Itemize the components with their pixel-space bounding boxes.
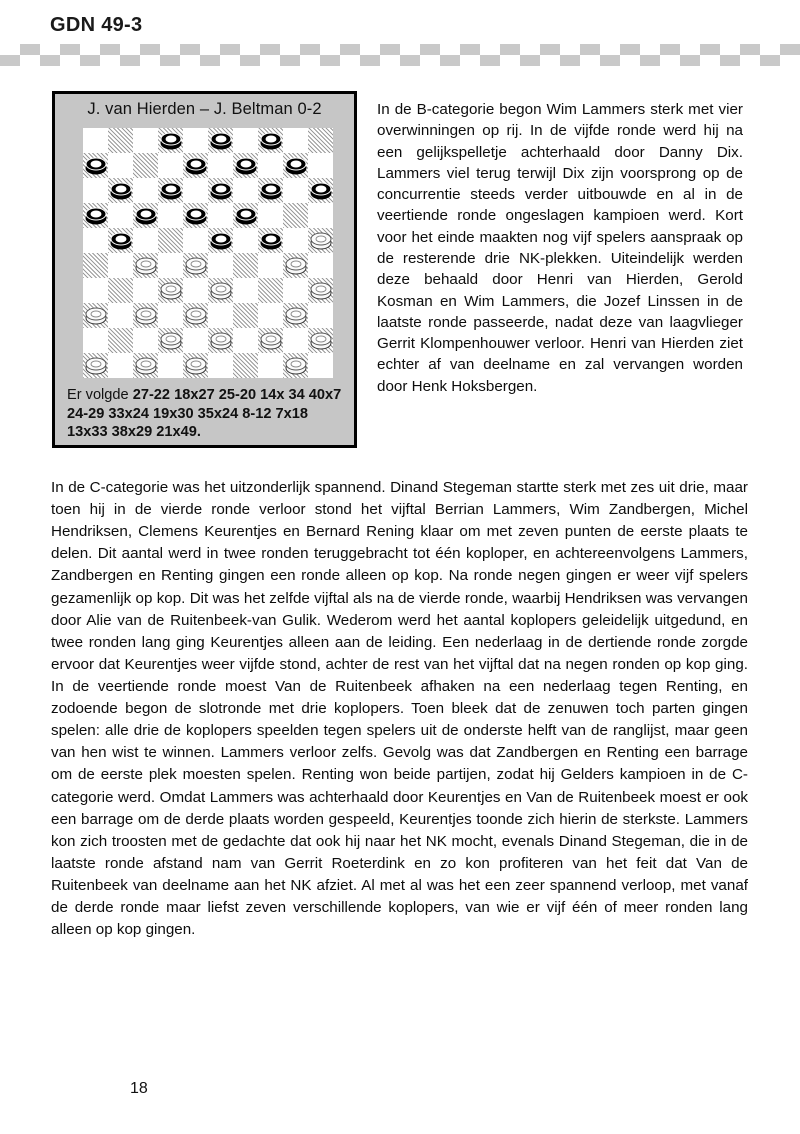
- checker-cell: [720, 44, 740, 55]
- piece-inner: [290, 260, 301, 267]
- board-square-light: [283, 178, 308, 203]
- board-square-light: [283, 278, 308, 303]
- board-square-dark: [133, 203, 158, 228]
- piece-inner: [90, 160, 101, 167]
- piece-inner: [240, 160, 251, 167]
- black-piece: [310, 182, 331, 199]
- piece-inner: [115, 235, 126, 242]
- piece-inner: [315, 285, 326, 292]
- checker-cell: [560, 55, 580, 66]
- board-square-dark: [208, 178, 233, 203]
- checker-cell: [780, 55, 800, 66]
- piece-inner: [190, 260, 201, 267]
- board-square-light: [258, 153, 283, 178]
- white-piece: [85, 307, 106, 324]
- checker-cell: [420, 55, 440, 66]
- checker-cell: [100, 44, 120, 55]
- board-square-light: [83, 178, 108, 203]
- checker-cell: [140, 55, 160, 66]
- white-piece: [160, 332, 181, 349]
- board-square-dark: [158, 128, 183, 153]
- board-square-dark: [108, 178, 133, 203]
- black-piece: [110, 232, 131, 249]
- checker-cell: [560, 44, 580, 55]
- piece-inner: [190, 310, 201, 317]
- checker-cell: [660, 44, 680, 55]
- checker-cell: [660, 55, 680, 66]
- checkerboard-rule-icon: [0, 44, 800, 66]
- board-square-light: [158, 303, 183, 328]
- checker-cell: [600, 55, 620, 66]
- board-square-light: [158, 153, 183, 178]
- board-square-dark: [258, 128, 283, 153]
- white-piece: [185, 307, 206, 324]
- board-square-light: [83, 278, 108, 303]
- board-square-light: [283, 228, 308, 253]
- white-piece: [135, 357, 156, 374]
- black-piece: [85, 207, 106, 224]
- board-square-dark: [108, 328, 133, 353]
- white-piece: [185, 257, 206, 274]
- white-piece: [185, 357, 206, 374]
- white-piece: [85, 357, 106, 374]
- board-square-light: [133, 278, 158, 303]
- checker-cell: [360, 44, 380, 55]
- board-square-dark: [308, 278, 333, 303]
- checker-cell: [220, 55, 240, 66]
- board-square-dark: [183, 303, 208, 328]
- checker-cell: [500, 55, 520, 66]
- checker-cell: [340, 55, 360, 66]
- board-square-dark: [83, 303, 108, 328]
- board-square-light: [233, 228, 258, 253]
- caption-lead: Er volgde: [67, 387, 133, 403]
- board-square-dark: [258, 328, 283, 353]
- board-square-light: [108, 353, 133, 378]
- piece-inner: [215, 185, 226, 192]
- checker-cell: [580, 44, 600, 55]
- board-square-dark: [258, 228, 283, 253]
- checker-cell: [120, 55, 140, 66]
- diagram-title: J. van Hierden – J. Beltman 0-2: [87, 100, 322, 118]
- piece-inner: [315, 235, 326, 242]
- board-square-dark: [83, 253, 108, 278]
- checker-cell: [200, 44, 220, 55]
- checker-cell: [680, 44, 700, 55]
- piece-inner: [190, 210, 201, 217]
- black-piece: [235, 207, 256, 224]
- checker-cell: [700, 44, 720, 55]
- piece-inner: [90, 210, 101, 217]
- black-piece: [210, 232, 231, 249]
- checker-cell: [440, 55, 460, 66]
- board-square-light: [208, 203, 233, 228]
- checker-cell: [100, 55, 120, 66]
- checker-cell: [360, 55, 380, 66]
- piece-inner: [315, 335, 326, 342]
- board-square-dark: [183, 153, 208, 178]
- checker-cell: [300, 55, 320, 66]
- white-piece: [210, 282, 231, 299]
- black-piece: [260, 132, 281, 149]
- piece-inner: [190, 160, 201, 167]
- checker-cell: [0, 44, 20, 55]
- white-piece: [135, 307, 156, 324]
- board-square-light: [258, 203, 283, 228]
- checker-cell: [0, 55, 20, 66]
- board-square-dark: [133, 253, 158, 278]
- board-square-light: [233, 328, 258, 353]
- board-square-dark: [133, 303, 158, 328]
- board-square-dark: [83, 153, 108, 178]
- board-square-dark: [283, 203, 308, 228]
- piece-inner: [215, 285, 226, 292]
- white-piece: [285, 257, 306, 274]
- black-piece: [285, 157, 306, 174]
- black-piece: [210, 132, 231, 149]
- piece-inner: [265, 335, 276, 342]
- checker-cell: [520, 55, 540, 66]
- checker-cell: [60, 55, 80, 66]
- checker-cell: [260, 44, 280, 55]
- checker-cell: [260, 55, 280, 66]
- piece-inner: [190, 360, 201, 367]
- board-square-light: [183, 178, 208, 203]
- checker-cell: [500, 44, 520, 55]
- checker-cell: [600, 44, 620, 55]
- board-square-light: [108, 253, 133, 278]
- piece-inner: [215, 335, 226, 342]
- board-square-light: [183, 128, 208, 153]
- checker-cell: [480, 55, 500, 66]
- checker-cell: [280, 55, 300, 66]
- board-square-light: [283, 128, 308, 153]
- board-square-dark: [158, 178, 183, 203]
- checker-cell: [300, 44, 320, 55]
- black-piece: [185, 207, 206, 224]
- board-square-light: [183, 228, 208, 253]
- black-piece: [210, 182, 231, 199]
- board-square-light: [308, 203, 333, 228]
- board-square-dark: [258, 178, 283, 203]
- checker-cell: [400, 55, 420, 66]
- board-square-dark: [183, 253, 208, 278]
- checker-cell: [220, 44, 240, 55]
- white-piece: [210, 332, 231, 349]
- board-square-light: [133, 128, 158, 153]
- board-square-light: [83, 328, 108, 353]
- black-piece: [135, 207, 156, 224]
- piece-inner: [165, 185, 176, 192]
- checker-cell: [740, 44, 760, 55]
- checker-cell: [380, 44, 400, 55]
- board-square-dark: [308, 228, 333, 253]
- checker-cell: [160, 44, 180, 55]
- checker-cell: [540, 55, 560, 66]
- checker-cell: [380, 55, 400, 66]
- board-square-dark: [158, 228, 183, 253]
- board-square-light: [108, 303, 133, 328]
- checker-cell: [80, 44, 100, 55]
- black-piece: [260, 182, 281, 199]
- checker-cell: [400, 44, 420, 55]
- black-piece: [160, 182, 181, 199]
- white-piece: [135, 257, 156, 274]
- checker-cell: [160, 55, 180, 66]
- checker-cell: [700, 55, 720, 66]
- white-piece: [310, 332, 331, 349]
- piece-inner: [215, 135, 226, 142]
- checker-cell: [640, 55, 660, 66]
- board-square-light: [258, 303, 283, 328]
- checker-cell: [200, 55, 220, 66]
- checker-cell: [320, 55, 340, 66]
- board-square-dark: [283, 303, 308, 328]
- board-square-light: [133, 328, 158, 353]
- board-square-light: [233, 278, 258, 303]
- checker-cell: [760, 55, 780, 66]
- checker-cell: [140, 44, 160, 55]
- piece-inner: [290, 310, 301, 317]
- checker-cell: [40, 55, 60, 66]
- board-square-light: [208, 353, 233, 378]
- board-square-dark: [133, 353, 158, 378]
- page-number: 18: [130, 1080, 148, 1097]
- black-piece: [235, 157, 256, 174]
- board-square-dark: [233, 353, 258, 378]
- board-square-dark: [133, 153, 158, 178]
- checker-cell: [420, 44, 440, 55]
- board-square-light: [258, 353, 283, 378]
- piece-inner: [290, 160, 301, 167]
- piece-inner: [165, 335, 176, 342]
- board-square-dark: [108, 278, 133, 303]
- board-square-dark: [83, 353, 108, 378]
- board-square-dark: [283, 353, 308, 378]
- board-square-light: [233, 178, 258, 203]
- board-square-light: [308, 153, 333, 178]
- draughts-diagram-box: [52, 91, 357, 448]
- black-piece: [185, 157, 206, 174]
- white-piece: [310, 232, 331, 249]
- board-square-dark: [233, 203, 258, 228]
- black-piece: [260, 232, 281, 249]
- checker-cell: [240, 44, 260, 55]
- checker-cell: [20, 44, 40, 55]
- checker-cell: [320, 44, 340, 55]
- checker-cell: [40, 44, 60, 55]
- board-square-light: [308, 303, 333, 328]
- piece-inner: [165, 135, 176, 142]
- checker-cell: [180, 55, 200, 66]
- checker-cell: [480, 44, 500, 55]
- board-square-dark: [158, 328, 183, 353]
- board-square-dark: [283, 153, 308, 178]
- board-square-light: [283, 328, 308, 353]
- checker-cell: [340, 44, 360, 55]
- board-square-dark: [308, 328, 333, 353]
- board-square-dark: [233, 253, 258, 278]
- body-paragraph: In de C-categorie was het uitzonderlijk spannend. Dinand Stegeman startte sterk met zes uit drie, maar toen hij in de vierde ronde verloor stond het vijftal Berrian Lammers, Wim Zandbergen, Michel Hendriksen, Clemens Keurentjes en Bernard Rening klaar om met zeven punten de eerste plaats te delen. Dit aantal werd in twee ronden teruggebracht tot één koploper, en achtereenvolgens Lammers, Zandbergen en Renting gingen een ronde alleen op kop. Na ronde negen gingen er weer vijf spelers gezamenlijk op kop. Dit was het zelfde vijftal als na de vierde ronde, waarbij Hendriksen was vervangen door Alie van de Ruitenbeek-van Gulik. Wederom werd het aantal koplopers geleidelijk uitgedund, en twee ronden lang ging Keurentjes alleen aan de leiding. Een nederlaag in de dertiende ronde zorgde ervoor dat Keurentjes weer vijfde stond, achter de rest van het vijftal dat na negen ronden op kop ging. In de veertiende ronde moest Van de Ruitenbeek afhaken na een nederlaag tegen Renting, en zodoende begon de slotronde met drie koplopers. Toen bleek dat de zenuwen toch parten gingen spelen: alle drie de koplopers speelden tegen spelers uit de onderste helft van de ranglijst, maar geen van hen wist te winnen. Lammers verloor zelfs. Gevolg was dat Zandbergen en Renting een barrage om de eerste plek moesten spelen. Renting won beide partijen, zodat hij Gelders kampioen in de C-categorie werd. Omdat Lammers was achterhaald door Keurentjes en Van de Ruitenbeek moest er ook een barrage om de derde plaats worden gespeeld, Keurentjes toonde zich hierin de sterkste. Lammers kon zich troosten met de gedachte dat ook hij naar het NK mocht, evenals Dinand Stegeman, die in de laatste ronde afstand nam van Gerrit Roeterdink en zo kon profiteren van het feit dat Van de Ruitenbeek van deelname aan het NK afziet. Al met al was het een zeer spannend verloop, met vanaf de derde ronde maar liefst zeven verschillende koplopers, van wie er vijf één of meer ronden lang alleen op kop gingen.: [51, 479, 748, 939]
- checker-cell: [720, 55, 740, 66]
- board-square-light: [158, 353, 183, 378]
- black-piece: [85, 157, 106, 174]
- piece-inner: [90, 360, 101, 367]
- board-square-light: [83, 128, 108, 153]
- board-square-light: [133, 228, 158, 253]
- board-square-dark: [183, 203, 208, 228]
- page-title: GDN 49-3: [50, 14, 143, 36]
- board-square-dark: [208, 328, 233, 353]
- checker-cell: [460, 55, 480, 66]
- white-piece: [160, 282, 181, 299]
- white-piece: [260, 332, 281, 349]
- board-square-dark: [258, 278, 283, 303]
- checker-cell: [620, 55, 640, 66]
- board-square-dark: [108, 228, 133, 253]
- piece-inner: [215, 235, 226, 242]
- board-square-dark: [108, 128, 133, 153]
- piece-inner: [240, 210, 251, 217]
- checker-cell: [740, 55, 760, 66]
- black-piece: [110, 182, 131, 199]
- checker-cell: [60, 44, 80, 55]
- board-square-light: [233, 128, 258, 153]
- board-square-dark: [208, 278, 233, 303]
- board-square-dark: [183, 353, 208, 378]
- white-piece: [285, 357, 306, 374]
- board-square-light: [308, 253, 333, 278]
- board-square-dark: [233, 153, 258, 178]
- piece-inner: [140, 360, 151, 367]
- board-square-dark: [83, 203, 108, 228]
- board-square-light: [108, 153, 133, 178]
- checker-cell: [120, 44, 140, 55]
- piece-inner: [115, 185, 126, 192]
- board-square-light: [133, 178, 158, 203]
- board-square-dark: [208, 228, 233, 253]
- checker-cell: [580, 55, 600, 66]
- board-square-dark: [233, 303, 258, 328]
- piece-inner: [90, 310, 101, 317]
- board-square-light: [83, 228, 108, 253]
- piece-inner: [315, 185, 326, 192]
- piece-inner: [290, 360, 301, 367]
- board-square-light: [208, 253, 233, 278]
- checker-cell: [280, 44, 300, 55]
- board-square-light: [258, 253, 283, 278]
- checker-cell: [780, 44, 800, 55]
- checker-cell: [80, 55, 100, 66]
- piece-inner: [165, 285, 176, 292]
- caption-moves: 27-22 18x27 25-20 14x 34 40x7 24-29 33x24 19x30 35x24 8-12 7x18 13x33 38x29 21x49.: [67, 387, 342, 441]
- checker-cell: [620, 44, 640, 55]
- board-square-light: [158, 253, 183, 278]
- board-square-light: [208, 303, 233, 328]
- board-square-light: [158, 203, 183, 228]
- white-piece: [285, 307, 306, 324]
- piece-inner: [140, 210, 151, 217]
- right-column-paragraph: In de B-categorie begon Wim Lammers sterk met vier overwinningen op rij. In de vijfde ronde werd hij na een gelijkspelletje achterhaald door Danny Dix. Lammers viel terug terwijl Dix zijn voorsprong op de concurrentie steeds verder uitbouwde en al in de veertiende ronde ongeslagen kampioen werd. Kort voor het einde maakten nog vijf spelers aanspraak op de resterende drie NK-plekken. Uiteindelijk werden deze behaald door Henri van Hierden, Gerold Kosman en Wim Lammers, die Jozef Linssen in de laatste ronde passeerde, nadat deze van laagvlieger Gerrit Klompenhouwer verloor. Henri van Hierden ziet echter af van deelname en zal vervangen worden door Henk Hoksbergen.: [377, 101, 743, 395]
- diagram-caption: [67, 386, 344, 442]
- board-square-dark: [308, 128, 333, 153]
- board-square-dark: [208, 128, 233, 153]
- black-piece: [160, 132, 181, 149]
- piece-inner: [140, 310, 151, 317]
- piece-inner: [265, 135, 276, 142]
- board-square-light: [208, 153, 233, 178]
- checker-cell: [440, 44, 460, 55]
- checker-cell: [540, 44, 560, 55]
- checker-cell: [680, 55, 700, 66]
- checker-cell: [640, 44, 660, 55]
- board-square-dark: [158, 278, 183, 303]
- checker-cell: [20, 55, 40, 66]
- board-square-dark: [308, 178, 333, 203]
- board-square-dark: [283, 253, 308, 278]
- board-square-light: [183, 278, 208, 303]
- board-square-light: [108, 203, 133, 228]
- white-piece: [310, 282, 331, 299]
- draughts-board: [83, 128, 333, 378]
- board-square-light: [183, 328, 208, 353]
- checker-cell: [760, 44, 780, 55]
- piece-inner: [265, 235, 276, 242]
- checker-cell: [460, 44, 480, 55]
- piece-inner: [265, 185, 276, 192]
- checker-cell: [240, 55, 260, 66]
- checker-cell: [180, 44, 200, 55]
- checker-cell: [520, 44, 540, 55]
- piece-inner: [140, 260, 151, 267]
- board-square-light: [308, 353, 333, 378]
